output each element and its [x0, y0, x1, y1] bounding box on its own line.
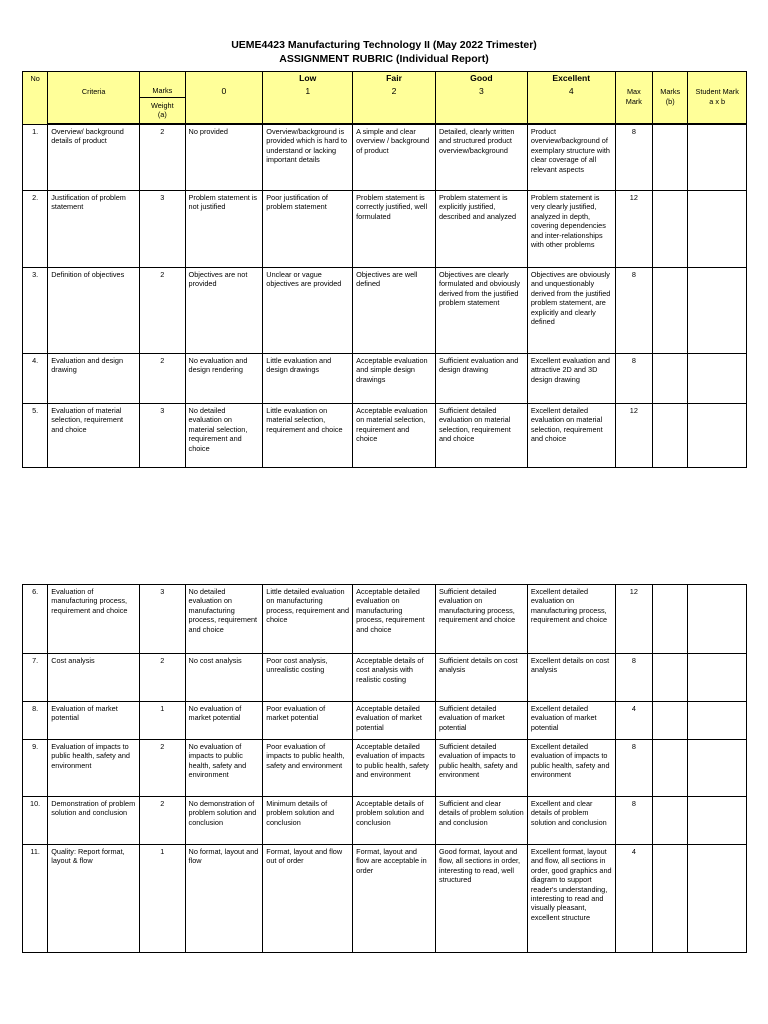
table-row: [23, 585, 747, 654]
max-mark-cell: 12: [615, 403, 652, 467]
marks-b-cell[interactable]: [653, 702, 688, 740]
level-4-cell: Objectives are obviously and unquestionably derived from the justified problem statement, are explicitly and clearly defined: [527, 267, 615, 353]
level-2-cell: Acceptable detailed evaluation on manufacturing process, requirement and choice: [353, 585, 436, 654]
row-number: 8.: [23, 702, 48, 740]
criteria-cell: Evaluation of impacts to public health, safety and environment: [48, 740, 140, 797]
header-student-mark: [688, 85, 747, 123]
level-1-cell: Little detailed evaluation on manufacturing process, requirement and choice: [263, 585, 353, 654]
header-marks-weight: [140, 85, 185, 123]
level-2-cell: Format, layout and flow are acceptable in order: [353, 845, 436, 953]
marks-b-cell[interactable]: [653, 845, 688, 953]
level-2-cell: Acceptable detailed evaluation of impacts to public health, safety and environment: [353, 740, 436, 797]
table-row: [23, 124, 747, 190]
criteria-cell: Definition of objectives: [48, 267, 140, 353]
weight-cell: 2: [140, 267, 185, 353]
level-3-cell: Sufficient evaluation and design drawing: [435, 353, 527, 403]
weight-cell: 2: [140, 654, 185, 702]
level-2-cell: Acceptable details of cost analysis with realistic costing: [353, 654, 436, 702]
marks-b-cell[interactable]: [653, 403, 688, 467]
level-3-cell: Sufficient detailed evaluation on manufacturing process, requirement and choice: [435, 585, 527, 654]
student-mark-cell[interactable]: [688, 585, 747, 654]
max-mark-cell: 4: [615, 845, 652, 953]
criteria-cell: Evaluation of manufacturing process, requirement and choice: [48, 585, 140, 654]
level-3-cell: Good format, layout and flow, all sections in order, interesting to read, well structured: [435, 845, 527, 953]
rubric-table-page-1: [22, 71, 747, 468]
max-mark-cell: 8: [615, 654, 652, 702]
criteria-cell: Quality: Report format, layout & flow: [48, 845, 140, 953]
criteria-cell: Evaluation of material selection, requirement and choice: [48, 403, 140, 467]
weight-cell: 2: [140, 353, 185, 403]
row-number: 1.: [23, 124, 48, 190]
header-no: No: [23, 72, 48, 125]
level-name-4: Excellent: [527, 72, 615, 86]
level-4-cell: Excellent detailed evaluation of market potential: [527, 702, 615, 740]
rubric-table-page-2: [22, 584, 747, 953]
level-1-cell: Minimum details of problem solution and conclusion: [263, 797, 353, 845]
student-mark-cell[interactable]: [688, 124, 747, 190]
level-2-cell: Objectives are well defined: [353, 267, 436, 353]
level-4-cell: Excellent details on cost analysis: [527, 654, 615, 702]
level-score-4: 4: [527, 85, 615, 123]
level-4-cell: Excellent and clear details of problem solution and conclusion: [527, 797, 615, 845]
level-0-cell: No format, layout and flow: [185, 845, 263, 953]
header-criteria: Criteria: [48, 85, 140, 123]
level-0-cell: No provided: [185, 124, 263, 190]
row-number: 10.: [23, 797, 48, 845]
level-1-cell: Poor evaluation of market potential: [263, 702, 353, 740]
level-name-2: Fair: [353, 72, 436, 86]
table-row: [23, 353, 747, 403]
level-name-3: Good: [435, 72, 527, 86]
weight-cell: 3: [140, 190, 185, 267]
level-4-cell: Excellent format, layout and flow, all sections in order, good graphics and diagram to support reader's understanding, interesting to read and visually pleasant, excellent structure: [527, 845, 615, 953]
weight-cell: 2: [140, 797, 185, 845]
weight-cell: 2: [140, 124, 185, 190]
row-number: 5.: [23, 403, 48, 467]
level-1-cell: Little evaluation and design drawings: [263, 353, 353, 403]
level-name-0: [185, 72, 263, 86]
level-3-cell: Sufficient detailed evaluation of impacts to public health, safety and environment: [435, 740, 527, 797]
weight-cell: 3: [140, 585, 185, 654]
marks-b-cell[interactable]: [653, 654, 688, 702]
level-2-cell: Acceptable details of problem solution and conclusion: [353, 797, 436, 845]
row-number: 2.: [23, 190, 48, 267]
marks-b-cell[interactable]: [653, 267, 688, 353]
max-mark-cell: 12: [615, 190, 652, 267]
marks-b-cell[interactable]: [653, 353, 688, 403]
level-1-cell: Poor evaluation of impacts to public health, safety and environment: [263, 740, 353, 797]
level-2-cell: Acceptable evaluation on material selection, requirement and choice: [353, 403, 436, 467]
level-score-2: 2: [353, 85, 436, 123]
level-score-1: 1: [263, 85, 353, 123]
table-row: [23, 403, 747, 467]
level-1-cell: Poor justification of problem statement: [263, 190, 353, 267]
student-mark-cell[interactable]: [688, 190, 747, 267]
header-marks: Marks: [140, 85, 184, 97]
header-max-mark: Max Mark: [615, 85, 652, 123]
level-score-0: 0: [185, 85, 263, 123]
table-row: [23, 845, 747, 953]
max-mark-cell: 8: [615, 124, 652, 190]
level-2-cell: Acceptable detailed evaluation of market potential: [353, 702, 436, 740]
criteria-cell: Evaluation and design drawing: [48, 353, 140, 403]
level-0-cell: No evaluation of market potential: [185, 702, 263, 740]
level-4-cell: Excellent detailed evaluation of impacts to public health, safety and environment: [527, 740, 615, 797]
criteria-cell: Cost analysis: [48, 654, 140, 702]
level-1-cell: Little evaluation on material selection, requirement and choice: [263, 403, 353, 467]
max-mark-cell: 8: [615, 797, 652, 845]
level-2-cell: Problem statement is correctly justified, well formulated: [353, 190, 436, 267]
level-4-cell: Product overview/background of exemplary structure with clear coverage of all relevant aspects: [527, 124, 615, 190]
table-row: [23, 654, 747, 702]
document-title: [0, 38, 768, 66]
row-number: 9.: [23, 740, 48, 797]
row-number: 7.: [23, 654, 48, 702]
criteria-cell: Justification of problem statement: [48, 190, 140, 267]
student-mark-cell[interactable]: [688, 403, 747, 467]
level-1-cell: Overview/background is provided which is hard to understand or lacking important details: [263, 124, 353, 190]
level-1-cell: Unclear or vague objectives are provided: [263, 267, 353, 353]
criteria-cell: Overview/ background details of product: [48, 124, 140, 190]
level-2-cell: A simple and clear overview / background of product: [353, 124, 436, 190]
student-mark-formula: a x b: [709, 96, 726, 106]
table-row: [23, 740, 747, 797]
level-2-cell: Acceptable evaluation and simple design drawings: [353, 353, 436, 403]
level-1-cell: Format, layout and flow out of order: [263, 845, 353, 953]
level-1-cell: Poor cost analysis, unrealistic costing: [263, 654, 353, 702]
level-3-cell: Detailed, clearly written and structured product overview/background: [435, 124, 527, 190]
max-mark-cell: 8: [615, 267, 652, 353]
level-3-cell: Sufficient details on cost analysis: [435, 654, 527, 702]
level-0-cell: Objectives are not provided: [185, 267, 263, 353]
student-mark-cell[interactable]: [688, 797, 747, 845]
marks-b-cell[interactable]: [653, 124, 688, 190]
criteria-cell: Demonstration of problem solution and conclusion: [48, 797, 140, 845]
table-row: [23, 267, 747, 353]
level-4-cell: Excellent evaluation and attractive 2D and 3D design drawing: [527, 353, 615, 403]
weight-cell: 1: [140, 845, 185, 953]
student-mark-label: Student Mark: [695, 87, 739, 97]
weight-cell: 1: [140, 702, 185, 740]
student-mark-cell[interactable]: [688, 353, 747, 403]
table-row: [23, 702, 747, 740]
max-mark-cell: 4: [615, 702, 652, 740]
marks-b-cell[interactable]: [653, 740, 688, 797]
student-mark-cell[interactable]: [688, 740, 747, 797]
student-mark-cell[interactable]: [688, 702, 747, 740]
student-mark-cell[interactable]: [688, 654, 747, 702]
marks-b-cell[interactable]: [653, 585, 688, 654]
student-mark-cell[interactable]: [688, 267, 747, 353]
title-line-2: ASSIGNMENT RUBRIC (Individual Report): [279, 53, 489, 65]
header-weight: Weight (a): [151, 100, 174, 120]
level-3-cell: Problem statement is explicitly justified, described and analyzed: [435, 190, 527, 267]
level-3-cell: Sufficient detailed evaluation of market potential: [435, 702, 527, 740]
row-number: 11.: [23, 845, 48, 953]
table-row: [23, 797, 747, 845]
level-0-cell: No detailed evaluation on material selection, requirement and choice: [185, 403, 263, 467]
level-4-cell: Problem statement is very clearly justified, analyzed in depth, covering dependencies and inter-relationships with other problems: [527, 190, 615, 267]
weight-cell: 3: [140, 403, 185, 467]
weight-cell: 2: [140, 740, 185, 797]
row-number: 6.: [23, 585, 48, 654]
max-mark-cell: 8: [615, 740, 652, 797]
row-number: 4.: [23, 353, 48, 403]
level-name-1: Low: [263, 72, 353, 86]
marks-b-cell[interactable]: [653, 190, 688, 267]
table-row: [23, 190, 747, 267]
level-0-cell: No evaluation of impacts to public health, safety and environment: [185, 740, 263, 797]
level-0-cell: No demonstration of problem solution and conclusion: [185, 797, 263, 845]
max-mark-cell: 8: [615, 353, 652, 403]
max-mark-cell: 12: [615, 585, 652, 654]
header-marks-b: Marks (b): [653, 85, 688, 123]
marks-b-cell[interactable]: [653, 797, 688, 845]
level-0-cell: No detailed evaluation on manufacturing process, requirement and choice: [185, 585, 263, 654]
level-3-cell: Sufficient detailed evaluation on material selection, requirement and choice: [435, 403, 527, 467]
student-mark-cell[interactable]: [688, 845, 747, 953]
level-0-cell: No evaluation and design rendering: [185, 353, 263, 403]
level-4-cell: Excellent detailed evaluation on manufacturing process, requirement and choice: [527, 585, 615, 654]
level-3-cell: Objectives are clearly formulated and obviously derived from the justified problem statement: [435, 267, 527, 353]
level-0-cell: No cost analysis: [185, 654, 263, 702]
criteria-cell: Evaluation of market potential: [48, 702, 140, 740]
level-4-cell: Excellent detailed evaluation on material selection, requirement and choice: [527, 403, 615, 467]
row-number: 3.: [23, 267, 48, 353]
title-line-1: UEME4423 Manufacturing Technology II (May 2022 Trimester): [231, 39, 537, 51]
level-score-3: 3: [435, 85, 527, 123]
level-0-cell: Problem statement is not justified: [185, 190, 263, 267]
level-3-cell: Sufficient and clear details of problem solution and conclusion: [435, 797, 527, 845]
